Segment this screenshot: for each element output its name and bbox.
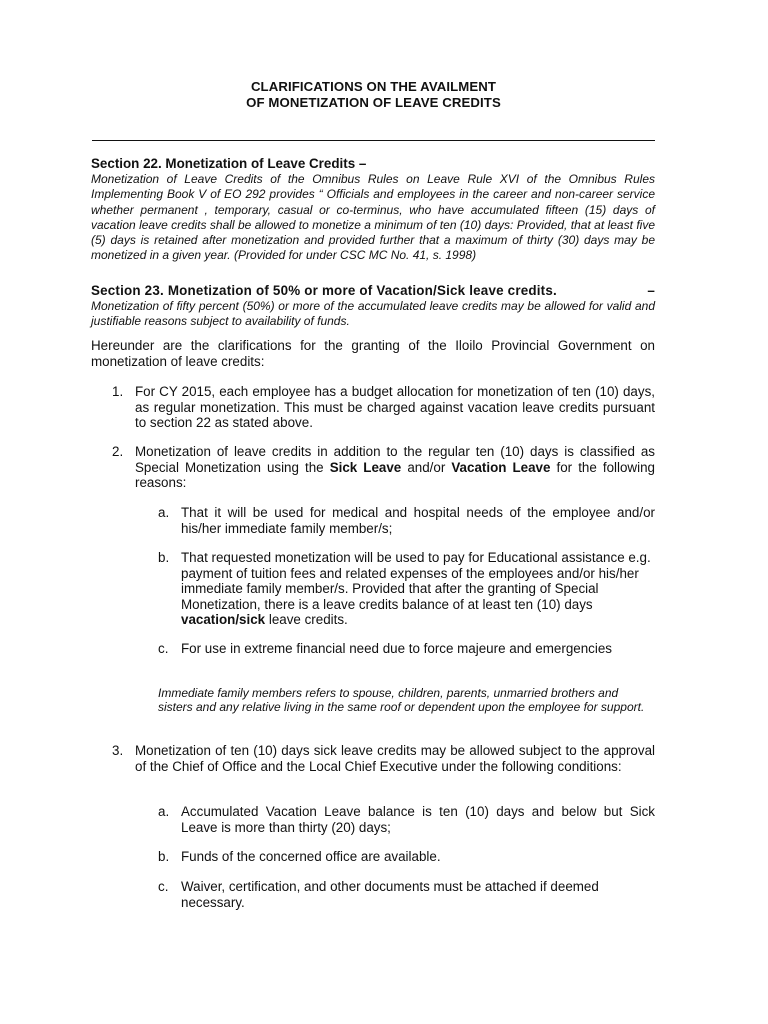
title-line-1: CLARIFICATIONS ON THE AVAILMENT [250,79,497,94]
sub-b-letter: b. [158,550,170,565]
title-line-2: OF MONETIZATION OF LEAVE CREDITS [246,95,501,110]
sub-b-text: That requested monetization will be used to pay for Educational assistance e.g. payment of tuition fees and related expenses of the employees and/or his/her immediate family member/s. Provided that after the granting of Special Monetization, there is a leave credits balance of at least ten (10) days vacation/sick leave credits. [181,550,651,627]
title-divider [92,140,655,141]
item-1-text: For CY 2015, each employee has a budget allocation for monetization of ten (10) days, as regular monetization. This must be charged against vacation leave credits pursuant to section 22 as stated above. [135,384,655,430]
item-3-number: 3. [112,743,124,758]
sub-c-letter: c. [158,879,169,894]
sub-b-letter: b. [158,849,170,864]
sick-leave-term: Sick Leave [329,459,402,475]
sub-a-letter: a. [158,505,170,520]
section-23-dash: – [647,283,655,298]
vacation-sick-term: vacation/sick [181,612,266,627]
item-3-text: Monetization of ten (10) days sick leave credits may be allowed subject to the approval of the Chief of Office and the Local Chief Executive under the following conditions: [135,743,655,774]
vacation-leave-term: Vacation Leave [451,459,551,475]
section-22 [91,156,655,264]
sub-c-text: For use in extreme financial need due to force majeure and emergencies [181,641,612,656]
sub-a-letter: a. [158,804,170,819]
section-22-heading: Section 22. Monetization of Leave Credits – [91,156,367,171]
sub-c-text: Waiver, certification, and other documents must be attached if deemed necessary. [181,879,599,910]
section-22-body: Monetization of Leave Credits of the Omnibus Rules on Leave Rule XVI of the Omnibus Rules Implementing Book V of EO 292 provides “ Officials and employees in the career and non-career service whether permanent , temporary, casual or co-terminus, who have accumulated fifteen (15) days of vacation leave credits shall be allowed to monetize a minimum of ten (10) days: Provided, that at least five (5) days is retained after monetization and provided further that a maximum of thirty (30) days may be monetized in a given year. (Provided for under CSC MC No. 41, s. 1998) [91,172,655,263]
intro-paragraph: Hereunder are the clarifications for the granting of the Iloilo Provincial Government on monetization of leave credits: [91,338,655,369]
sub-a-text: Accumulated Vacation Leave balance is ten (10) days and below but Sick Leave is more than thirty (20) days; [181,804,655,835]
sub-b-text: Funds of the concerned office are available. [181,849,441,864]
section-23-heading-row [91,283,655,299]
section-23-heading: Section 23. Monetization of 50% or more of Vacation/Sick leave credits. [91,283,557,298]
item-2-number: 2. [112,444,124,459]
section-23 [91,283,655,330]
family-members-note: Immediate family members refers to spouse, children, parents, unmarried brothers and sisters and any relative living in the same roof or dependent upon the employee for support. [158,686,645,715]
sub-a-text: That it will be used for medical and hospital needs of the employee and/or his/her immediate family member/s; [181,505,655,536]
section-23-body: Monetization of fifty percent (50%) or more of the accumulated leave credits may be allowed for valid and justifiable reasons subject to availability of funds. [91,299,655,329]
document-title [92,79,655,111]
item-1-number: 1. [112,384,124,399]
item-2-text: Monetization of leave credits in addition to the regular ten (10) days is classified as Special Monetization using the Sick Leave and/or Vacation Leave for the following reasons: [135,444,655,490]
sub-c-letter: c. [158,641,169,656]
